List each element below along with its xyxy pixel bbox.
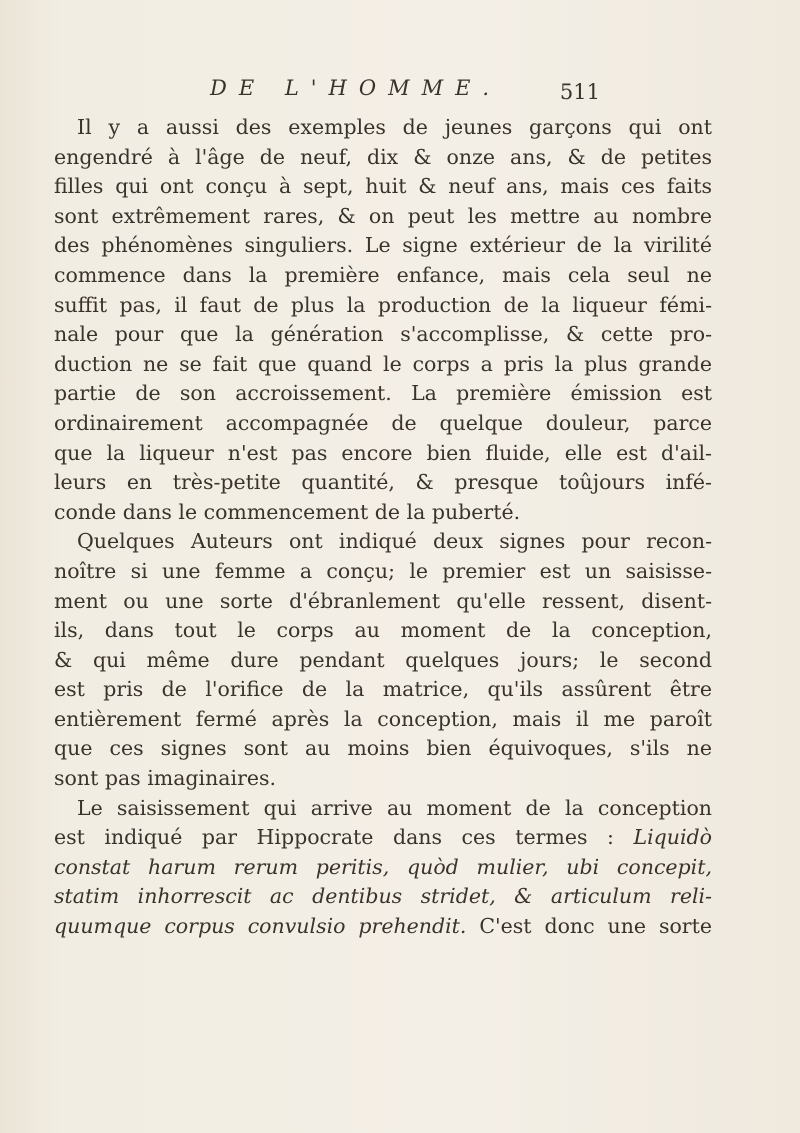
text-line: partie de son accroissement. La première émission est <box>54 381 712 406</box>
text-line: filles qui ont conçu à sept, huit & neuf ans, mais ces faits <box>54 174 712 199</box>
text-line: noître si une femme a conçu; le premier est un saisisse- <box>54 558 712 583</box>
latin-quote-end: quumque corpus convulsio prehendit. <box>54 914 467 939</box>
text-line: nale pour que la génération s'accomplisse, & cette pro- <box>54 322 712 347</box>
page-number: 511 <box>559 80 600 104</box>
text-line-mixed <box>54 912 712 942</box>
paragraph-1 <box>54 113 712 527</box>
text-line: que ces signes sont au moins bien équivoques, s'ils ne <box>54 736 712 761</box>
text-line: leurs en très-petite quantité, & presque toûjours infé- <box>54 470 712 495</box>
paragraph-3 <box>54 794 712 942</box>
text-line: sont extrêmement rares, & on peut les mettre au nombre <box>54 203 712 228</box>
text-line: conde dans le commencement de la puberté. <box>54 499 521 524</box>
text-line: ils, dans tout le corps au moment de la conception, <box>54 618 712 643</box>
text-line: engendré à l'âge de neuf, dix & onze ans, & de petites <box>54 144 712 169</box>
text-line: suffit pas, il faut de plus la production de la liqueur fémi- <box>54 292 712 317</box>
text-line: entièrement fermé après la conception, mais il me paroît <box>54 706 712 731</box>
text-line: ordinairement accompagnée de quelque douleur, parce <box>54 410 712 435</box>
text-line: & qui même dure pendant quelques jours; le second <box>54 647 712 672</box>
running-title: DE L'HOMME. <box>210 76 502 100</box>
text-line: commence dans la première enfance, mais cela seul ne <box>54 262 712 287</box>
text-line: duction ne se fait que quand le corps a pris la plus grande <box>54 351 712 376</box>
text-body <box>54 113 712 942</box>
text-line: Il y a aussi des exemples de jeunes garçons qui ont <box>77 115 712 139</box>
text-line: sont pas imaginaires. <box>54 766 277 791</box>
text-span: est indiqué par Hippocrate dans ces termes : <box>54 825 634 850</box>
text-line: des phénomènes singuliers. Le signe extérieur de la virilité <box>54 233 712 258</box>
latin-quote-line: statim inhorrescit ac dentibus stridet, & articulum reli- <box>54 884 712 909</box>
text-line: Le saisissement qui arrive au moment de la conception <box>77 795 712 820</box>
text-line: est pris de l'orifice de la matrice, qu'ils assûrent être <box>54 677 712 702</box>
latin-quote-line: constat harum rerum peritis, quòd mulier, ubi concepit, <box>54 854 712 879</box>
text-line: ment ou une sorte d'ébranlement qu'elle ressent, disent- <box>54 588 712 613</box>
paragraph-2 <box>54 527 712 793</box>
latin-quote-start: Liquidò <box>633 825 712 850</box>
text-span: C'est donc une sorte <box>479 914 712 939</box>
text-line-mixed <box>54 823 712 853</box>
page-header <box>210 76 600 112</box>
text-line: que la liqueur n'est pas encore bien fluide, elle est d'ail- <box>54 440 712 465</box>
text-line: Quelques Auteurs ont indiqué deux signes pour recon- <box>77 529 712 554</box>
